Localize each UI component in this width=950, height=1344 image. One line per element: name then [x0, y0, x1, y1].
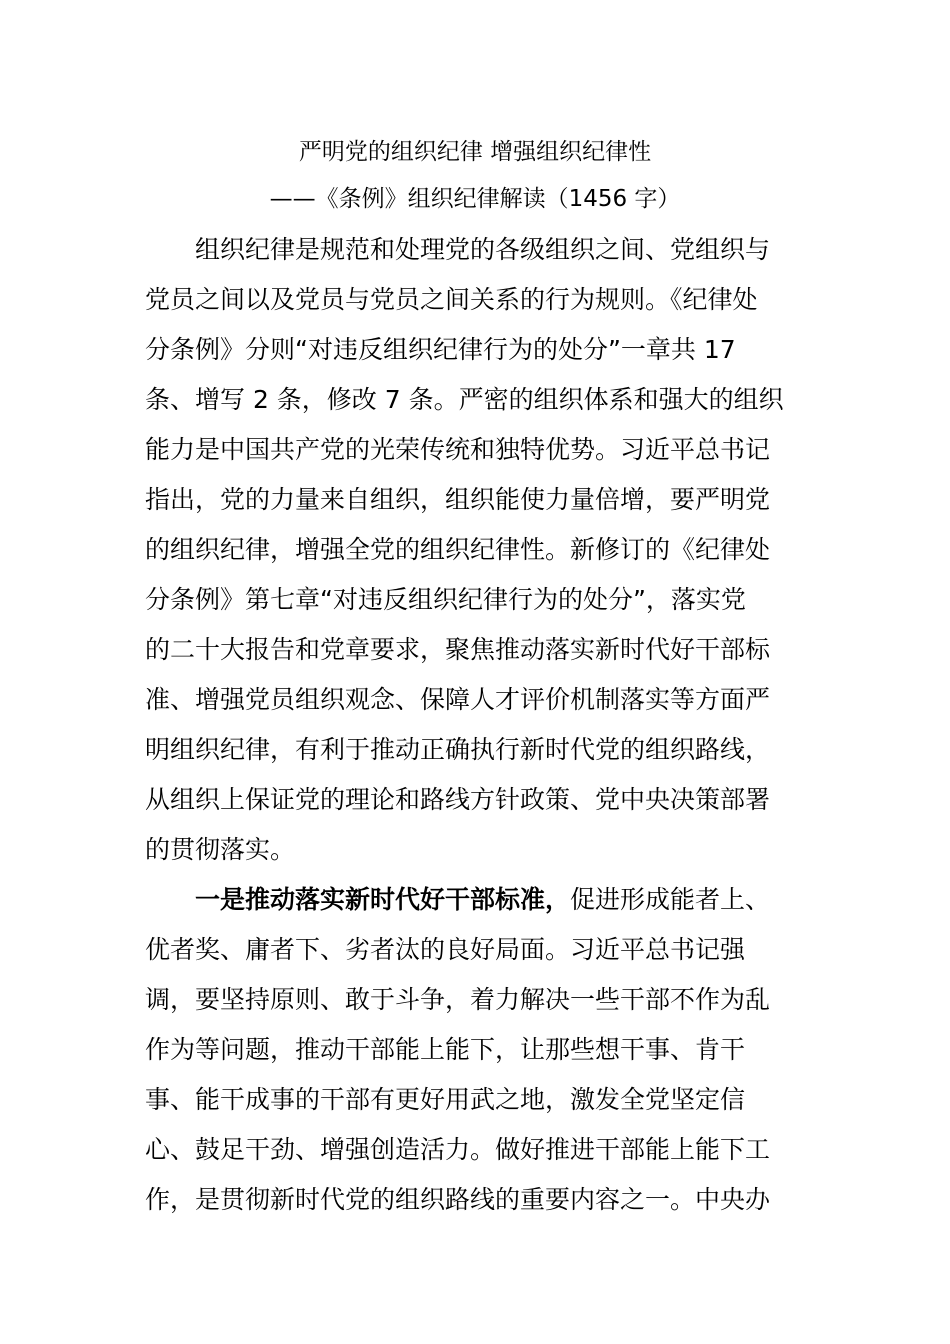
paragraph-line: 条、增写 2 条，修改 7 条。严密的组织体系和强大的组织	[145, 385, 784, 414]
paragraph-line: 党员之间以及党员与党员之间关系的行为规则。《纪律处	[145, 285, 758, 314]
paragraph-line: 的二十大报告和党章要求，聚焦推动落实新时代好干部标	[145, 635, 771, 664]
paragraph-line: 组织纪律是规范和处理党的各级组织之间、党组织与	[195, 235, 771, 264]
paragraph-line: 作为等问题，推动干部能上能下，让那些想干事、肯干	[145, 1035, 746, 1064]
paragraph-line: 准、增强党员组织观念、保障人才评价机制落实等方面严	[145, 685, 771, 714]
paragraph-lead-rest: 促进形成能者上、	[570, 885, 771, 914]
document-subtitle: ——《条例》组织纪律解读（1456 字）	[269, 186, 681, 212]
document-title: 严明党的组织纪律 增强组织纪律性	[298, 139, 652, 165]
paragraph-line: 指出，党的力量来自组织，组织能使力量倍增，要严明党	[145, 485, 771, 514]
paragraph-line: 优者奖、庸者下、劣者汰的良好局面。习近平总书记强	[145, 935, 746, 964]
paragraph-lead-bold: 一是推动落实新时代好干部标准，	[195, 885, 571, 914]
paragraph-line: 作，是贯彻新时代党的组织路线的重要内容之一。中央办	[145, 1185, 771, 1214]
paragraph-line: 调，要坚持原则、敢于斗争，着力解决一些干部不作为乱	[145, 985, 771, 1014]
paragraph-lead-line	[195, 883, 770, 917]
paragraph-line: 的贯彻落实。	[145, 835, 296, 864]
paragraph-line: 能力是中国共产党的光荣传统和独特优势。习近平总书记	[145, 435, 771, 464]
paragraph-line: 心、鼓足干劲、增强创造活力。做好推进干部能上能下工	[145, 1135, 771, 1164]
paragraph-line: 分条例》第七章“对违反组织纪律行为的处分”，落实党	[145, 585, 746, 614]
paragraph-line: 明组织纪律，有利于推动正确执行新时代党的组织路线，	[145, 735, 771, 764]
paragraph-line: 从组织上保证党的理论和路线方针政策、党中央决策部署	[145, 785, 771, 814]
paragraph-line: 的组织纪律，增强全党的组织纪律性。新修订的《纪律处	[145, 535, 771, 564]
paragraph-line: 分条例》分则“对违反组织纪律行为的处分”一章共 17	[145, 335, 736, 364]
paragraph-line: 事、能干成事的干部有更好用武之地，激发全党坚定信	[145, 1085, 746, 1114]
